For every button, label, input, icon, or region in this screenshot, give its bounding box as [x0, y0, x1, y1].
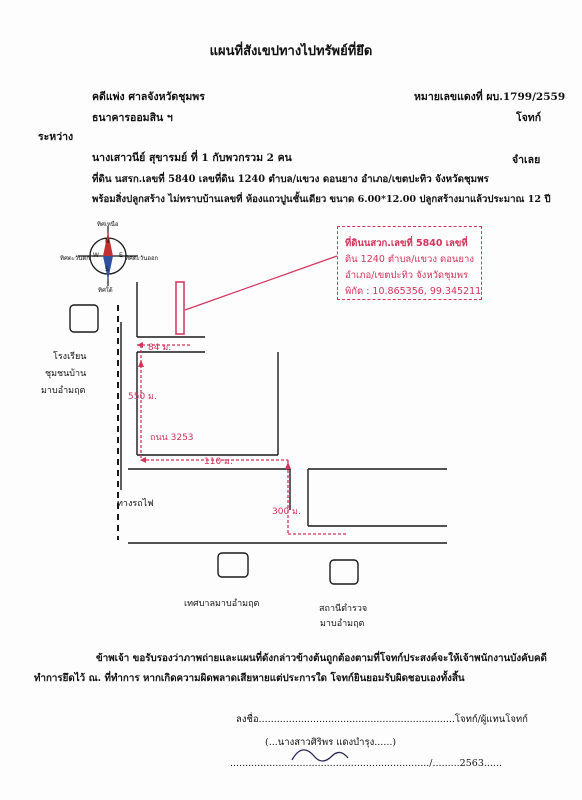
- distance-84m: 84 ม.: [148, 343, 172, 353]
- property-info-line-2: ดิน 1240 ตำบล/แขวง ดอนยาง: [345, 254, 474, 265]
- defendant-name: นางเสาวนีย์ สุขารมย์ ที่ 1 กับพวกรวม 2 คน: [92, 152, 292, 164]
- compass-east-label: ทิศตะวันออก: [125, 255, 159, 262]
- court-name: คดีแพ่ง ศาลจังหวัดชุมพร: [92, 91, 205, 103]
- property-info-line-1: ที่ดินนสวก.เลขที่ 5840 เลขที่: [345, 238, 468, 249]
- signature-line: ลงชื่อ.................................................................โจทก์/ผู้แทนโจทก์: [236, 714, 528, 725]
- property-plot-marker: [176, 282, 184, 334]
- date-line: ................................................................../.........2563......: [230, 758, 502, 769]
- school-label-3: มาบอำมฤต: [41, 386, 86, 396]
- property-info-line-4: พิกัด : 10.865356, 99.345211: [345, 286, 482, 297]
- certification-line-2: ทำการยึดไว้ ณ. ที่ทำการ หากเกิดความผิดพลาดเสียหายแต่ประการใด โจทก์ยินยอมรับผิดชอบเองทั้งสิ้น: [34, 673, 465, 684]
- plaintiff-name: ธนาคารออมสิน ฯ: [92, 112, 173, 124]
- case-number: หมายเลขแดงที่ ผบ.1799/2559: [414, 91, 566, 103]
- compass-north-label: ทิศเหนือ: [97, 221, 119, 228]
- police-label-2: มาบอำมฤต: [320, 619, 365, 629]
- route-arrow-left: [137, 342, 143, 348]
- between-label: ระหว่าง: [38, 131, 74, 143]
- compass-west-label: ทิศตะวันตก: [60, 255, 90, 262]
- route-arrow-up-2: [285, 462, 291, 469]
- compass-w: W: [93, 252, 99, 259]
- school-label-2: ชุมชนบ้าน: [45, 369, 87, 379]
- municipality-building-icon: [218, 553, 248, 577]
- road-name: ถนน 3253: [150, 433, 194, 443]
- property-info-line-3: อำเภอ/เขตปะทิว จังหวัดชุมพร: [345, 270, 469, 281]
- police-station-icon: [330, 560, 358, 584]
- compass-south-label: ทิศใต้: [98, 287, 113, 294]
- compass-e: E: [119, 252, 123, 259]
- distance-300m: 300 ม.: [272, 507, 301, 517]
- building-description: พร้อมสิ่งปลูกสร้าง ไม่ทราบบ้านเลขที่ ห้องแถวปูนชั้นเดียว ขนาด 6.00*12.00 ปลูกสร้างมาแล้วประมาณ 12 ปี: [92, 194, 551, 205]
- signer-name: (...นางสาวศิริพร แดงบำรุง......): [265, 737, 397, 748]
- railway-label: ทางรถไฟ: [117, 499, 154, 509]
- land-description: ที่ดิน นสรก.เลขที่ 5840 เลขที่ดิน 1240 ตำบล/แขวง ดอนยาง อำเภอ/เขตปะทิว จังหวัดชุมพร: [92, 174, 489, 185]
- defendant-role: จำเลย: [512, 154, 541, 166]
- distance-110m: 110 ม.: [204, 457, 233, 467]
- school-building-icon: [70, 305, 98, 332]
- plaintiff-role: โจทก์: [516, 112, 542, 124]
- municipality-label: เทศบาลมาบอำมฤต: [184, 599, 260, 609]
- page-title: แผนที่สังเขปทางไปทรัพย์ที่ยึด: [209, 44, 373, 59]
- distance-550m: 550 ม.: [128, 392, 157, 402]
- compass-s: S: [105, 266, 109, 273]
- school-label-1: โรงเรียน: [53, 352, 87, 362]
- certification-line-1: ข้าพเจ้า ขอรับรองว่าภาพถ่ายและแผนที่ดังกล่าวข้างต้นถูกต้องตามที่โจทก์ประสงค์จะให้เจ้าพนักงานบังคับคดี: [96, 653, 547, 664]
- route-arrow-up: [138, 360, 144, 367]
- property-pointer-line: [185, 256, 337, 310]
- police-label-1: สถานีตำรวจ: [319, 604, 368, 614]
- compass-n: N: [105, 238, 110, 245]
